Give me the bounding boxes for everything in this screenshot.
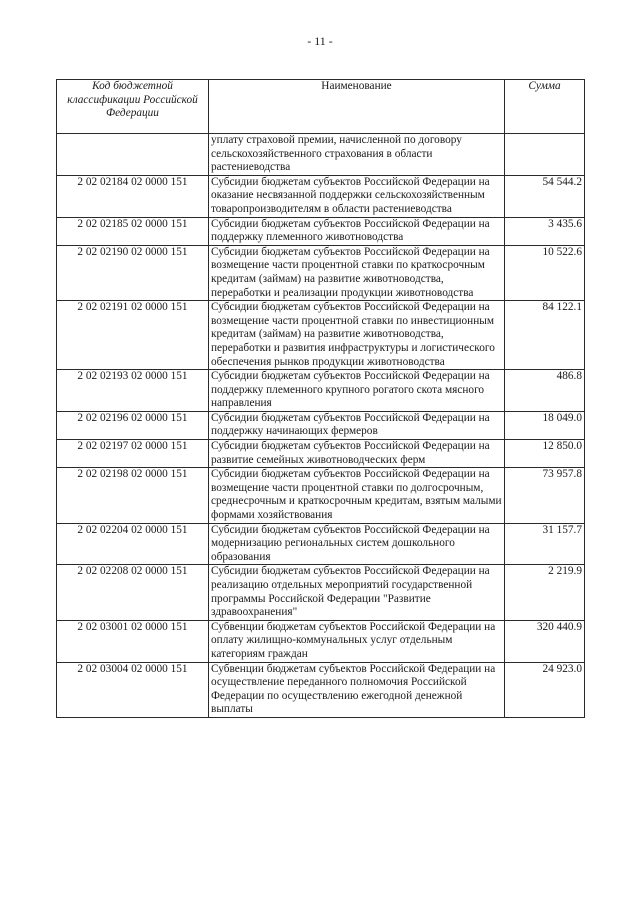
row-name: Субсидии бюджетам субъектов Российской Федерации на возмещение части процентной ставки по долгосрочным, среднесрочным и краткосрочным кредитам, взятым малыми формами хозяйствования — [209, 468, 505, 523]
row-name: Субсидии бюджетам субъектов Российской Федерации на поддержку племенного животноводства — [209, 217, 505, 245]
row-sum: 486.8 — [505, 370, 585, 412]
row-code: 2 02 03004 02 0000 151 — [57, 662, 209, 717]
row-sum: 24 923.0 — [505, 662, 585, 717]
row-name: Субсидии бюджетам субъектов Российской Федерации на возмещение части процентной ставки по краткосрочным кредитам (займам) на развитие животноводства, переработки и реализации продукции животноводства — [209, 245, 505, 300]
row-code: 2 02 02208 02 0000 151 — [57, 565, 209, 620]
row-sum: 3 435.6 — [505, 217, 585, 245]
row-code: 2 02 03001 02 0000 151 — [57, 620, 209, 662]
row-code: 2 02 02204 02 0000 151 — [57, 523, 209, 565]
table-row — [57, 662, 585, 717]
header-name: Наименование — [209, 80, 505, 134]
row-code: 2 02 02185 02 0000 151 — [57, 217, 209, 245]
row-name: Субсидии бюджетам субъектов Российской Федерации на поддержку племенного крупного рогатого скота мясного направления — [209, 370, 505, 412]
row-sum: 31 157.7 — [505, 523, 585, 565]
header-code: Код бюджетной классификации Российской Федерации — [57, 80, 209, 134]
row-code: 2 02 02191 02 0000 151 — [57, 301, 209, 370]
row-code: 2 02 02193 02 0000 151 — [57, 370, 209, 412]
row-code: 2 02 02196 02 0000 151 — [57, 411, 209, 439]
row-name: Субсидии бюджетам субъектов Российской Федерации на оказание несвязанной поддержки сельскохозяйственным товаропроизводителям в области растениеводства — [209, 175, 505, 217]
budget-revenue-table — [56, 79, 585, 718]
table-row — [57, 411, 585, 439]
row-sum: 84 122.1 — [505, 301, 585, 370]
row-code: 2 02 02197 02 0000 151 — [57, 440, 209, 468]
row-sum — [505, 134, 585, 176]
row-name: Субсидии бюджетам субъектов Российской Федерации на поддержку начинающих фермеров — [209, 411, 505, 439]
row-sum: 18 049.0 — [505, 411, 585, 439]
row-name: Субвенции бюджетам субъектов Российской Федерации на оплату жилищно-коммунальных услуг отдельным категориям граждан — [209, 620, 505, 662]
table-row — [57, 565, 585, 620]
row-name: Субсидии бюджетам субъектов Российской Федерации на возмещение части процентной ставки по инвестиционным кредитам (займам) на развитие животноводства, переработки и развития инфраструктуры и логистического обеспечения рынков продукции животноводства — [209, 301, 505, 370]
row-code: 2 02 02198 02 0000 151 — [57, 468, 209, 523]
row-sum: 73 957.8 — [505, 468, 585, 523]
row-sum: 12 850.0 — [505, 440, 585, 468]
table-row — [57, 134, 585, 176]
table-header-row — [57, 80, 585, 134]
table-row — [57, 523, 585, 565]
row-code — [57, 134, 209, 176]
table-row — [57, 217, 585, 245]
table-row — [57, 370, 585, 412]
row-sum: 320 440.9 — [505, 620, 585, 662]
row-name: уплату страховой премии, начисленной по договору сельскохозяйственного страхования в области растениеводства — [209, 134, 505, 176]
row-sum: 2 219.9 — [505, 565, 585, 620]
table-row — [57, 468, 585, 523]
table-row — [57, 440, 585, 468]
table-row — [57, 175, 585, 217]
header-sum: Сумма — [505, 80, 585, 134]
row-code: 2 02 02190 02 0000 151 — [57, 245, 209, 300]
row-name: Субвенции бюджетам субъектов Российской Федерации на осуществление переданного полномочия Российской Федерации по осуществлению ежегодной денежной выплаты — [209, 662, 505, 717]
table-row — [57, 620, 585, 662]
row-name: Субсидии бюджетам субъектов Российской Федерации на реализацию отдельных мероприятий государственной программы Российской Федерации "Развитие здравоохранения" — [209, 565, 505, 620]
table-row — [57, 301, 585, 370]
row-code: 2 02 02184 02 0000 151 — [57, 175, 209, 217]
row-sum: 54 544.2 — [505, 175, 585, 217]
row-name: Субсидии бюджетам субъектов Российской Федерации на модернизацию региональных систем дошкольного образования — [209, 523, 505, 565]
row-sum: 10 522.6 — [505, 245, 585, 300]
page-number: - 11 - — [307, 34, 333, 48]
table-body — [57, 134, 585, 718]
row-name: Субсидии бюджетам субъектов Российской Федерации на развитие семейных животноводческих ферм — [209, 440, 505, 468]
table-row — [57, 245, 585, 300]
